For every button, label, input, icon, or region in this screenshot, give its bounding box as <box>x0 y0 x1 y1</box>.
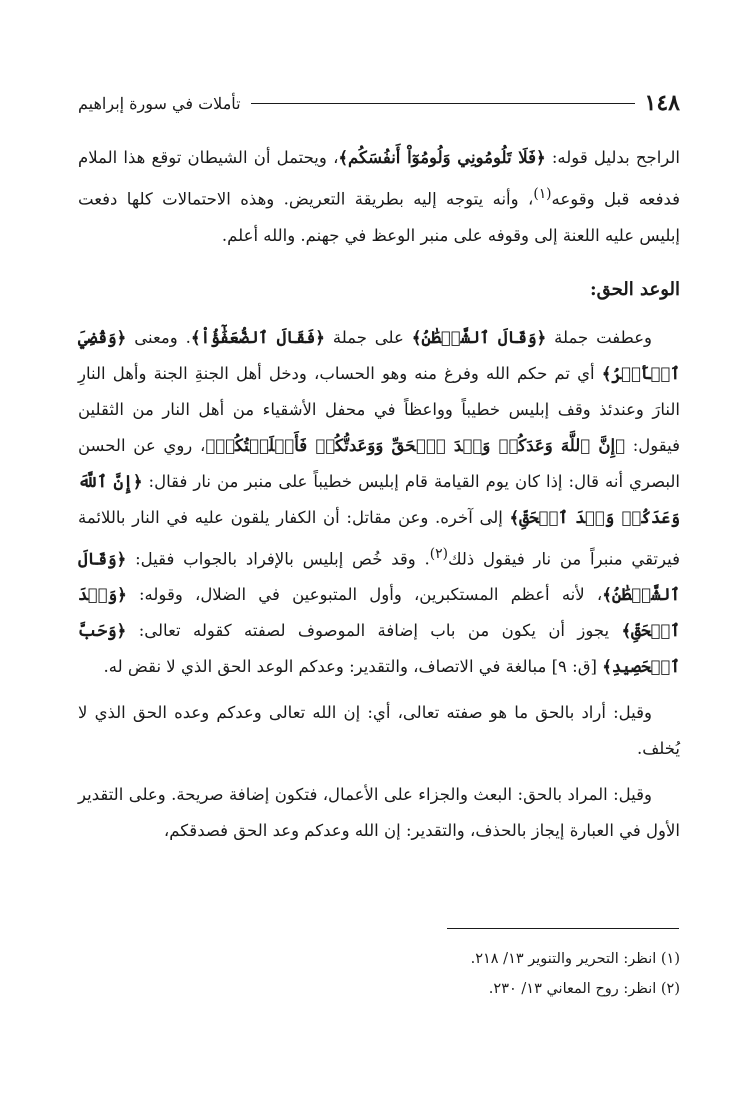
footnote-rule <box>447 928 679 929</box>
text-span: إلى آخره. وعن مقاتل: أن الكفار يلقون عليه في النار باللائمة فيرتقي منبراً من نار فيقول ذلك <box>78 507 680 568</box>
quran-quote: ﴿وَحَبَّ ٱلۡحَصِيدِ﴾ <box>78 621 680 676</box>
quran-quote: ﴿وَعۡدَ ٱلۡحَقِّ﴾ <box>78 585 680 640</box>
paragraph-4: وقيل: المراد بالحق: البعث والجزاء على الأعمال، فتكون إضافة صريحة. وعلى التقدير الأول في العبارة إيجاز بالحذف، والتقدير: إن الله وعدكم وعد الحق فصدقكم، <box>78 785 680 840</box>
text-span: . ومعنى <box>126 327 191 347</box>
quran-quote: ﴿وَقُضِيَ ٱلۡأَمۡرُ﴾ <box>78 327 680 383</box>
text-span: ، ويحتمل أن الشيطان توقع هذا الملام فدفعه قبل وقوعه <box>78 148 681 209</box>
footnote-1: (١) انظر: التحرير والتنوير ١٣/ ٢١٨. <box>470 951 680 967</box>
quran-quote: ﴿فَقَالَ ٱلضُّعَفَٰٓؤُاْ﴾ <box>190 327 325 347</box>
quran-quote: ﴿إِنَّ ٱللَّهَ وَعَدَكُمۡ وَعۡدَ ٱلۡحَقِّ وَوَعَدتُّكُمۡ فَأَخۡلَفۡتُكُمۡ﴾ <box>205 435 625 455</box>
text-span: ، وأنه يتوجه إليه بطريقة التعريض. وهذه الاحتمالات كلها دفعت إبليس عليه اللعنة إلى وقوفه على منبر الوعظ في جهنم. والله أعلم. <box>78 189 680 245</box>
paragraph-3: وقيل: أراد بالحق ما هو صفته تعالى، أي: إن الله تعالى وعدكم وعده الحق الذي لا يُخلف. <box>78 703 680 758</box>
text-span: الراجح بدليل قوله: <box>545 148 681 167</box>
footnotes <box>78 944 680 1004</box>
text-span: أي تم حكم الله وفرغ منه وهو الحساب، ودخل أهل الجنةِ الجنة وأهل النارِ النارَ وعندئذ وقف إبليس خطيباً وواعظاً في محفل الأشقياء من أهل النار من الثقلين فيقول: <box>78 363 681 455</box>
text-span: يجوز أن يكون من باب إضافة الموصوف لصفته كقوله تعالى: <box>126 621 622 640</box>
footnote-ref[interactable]: (٢) <box>429 545 448 562</box>
main-text <box>78 140 680 849</box>
surah-reference: [ق: ٩] <box>551 657 603 676</box>
text-span: وعطفت جملة <box>546 327 653 347</box>
text-span: على جملة <box>324 327 412 347</box>
paragraph-2 <box>78 320 680 686</box>
quran-quote: ﴿وَقَالَ ٱلشَّيۡطَٰنُ﴾ <box>411 327 547 347</box>
text-span: ، روي عن الحسن البصري أنه قال: إذا كان يوم القيامة قام إبليس خطيباً على منبر من نار فقال: <box>78 435 680 491</box>
section-heading: الوعد الحق: <box>590 278 680 300</box>
running-title: تأملات في سورة إبراهيم <box>78 93 241 113</box>
footnote-ref[interactable]: (١) <box>533 186 552 202</box>
quran-quote: ﴿إِنَّ ٱللَّهَ وَعَدَكُمۡ وَعۡدَ ٱلۡحَقِّ﴾ <box>78 471 681 527</box>
text-span: مبالغة في الاتصاف، والتقدير: وعدكم الوعد الحق الذي لا نقض له. <box>103 657 552 676</box>
text-span: ، لأنه أعظم المستكبرين، وأول المتبوعين في الضلال، وقوله: <box>126 585 603 604</box>
quran-quote: ﴿فَلَا تَلُومُونِي وَلُومُوٓاْ أَنفُسَكُم﴾ <box>338 148 546 167</box>
paragraph-1 <box>78 140 680 254</box>
footnote-2: (٢) انظر: روح المعاني ١٣/ ٢٣٠. <box>488 981 680 997</box>
page-number: ١٤٨ <box>644 90 680 116</box>
header-rule <box>251 103 635 104</box>
text-span: . وقد خُص إبليس بالإفراد بالجواب فقيل: <box>126 549 430 568</box>
quran-quote: ﴿وَقَالَ ٱلشَّيۡطَٰنُ﴾ <box>78 549 680 604</box>
page-header <box>78 88 680 118</box>
